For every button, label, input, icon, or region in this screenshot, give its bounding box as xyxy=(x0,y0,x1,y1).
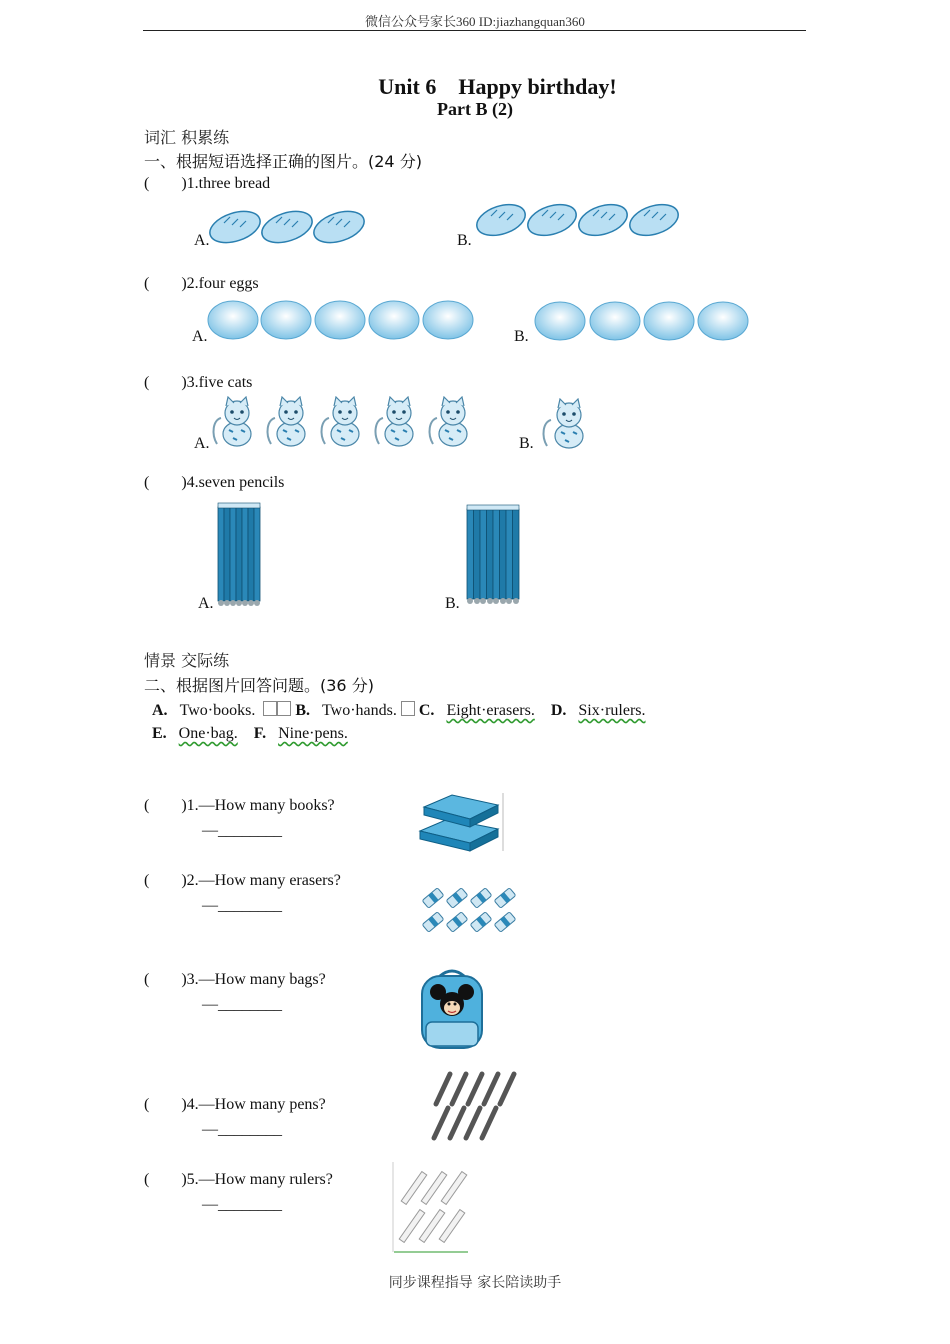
choice-d-letter: D. xyxy=(550,702,567,719)
s1-q3-option-a[interactable]: A. xyxy=(194,435,210,452)
s1-q1-option-b[interactable]: B. xyxy=(457,232,472,249)
bag-icon xyxy=(412,966,492,1052)
s2-question-5: ( )5.—How many rulers? xyxy=(144,1171,333,1188)
cat-icon xyxy=(209,396,489,448)
page-header: 微信公众号家长360 ID:jiazhangquan360 xyxy=(365,14,585,29)
choice-b-letter: B. xyxy=(295,702,310,719)
s1-q2-option-a[interactable]: A. xyxy=(192,328,208,345)
s1-question-4: ( )4.seven pencils xyxy=(144,474,285,491)
choice-f-letter: F. xyxy=(253,725,267,742)
s1-q4-option-a[interactable]: A. xyxy=(198,595,214,612)
s2-answer-blank-3[interactable]: —________ xyxy=(202,996,282,1013)
choice-e-text: One·bag. xyxy=(178,725,238,742)
s2-question-2: ( )2.—How many erasers? xyxy=(144,872,341,889)
s2-answer-blank-2[interactable]: —________ xyxy=(202,897,282,914)
pencil-icon xyxy=(465,503,523,607)
s1-question-1: ( )1.three bread xyxy=(144,175,271,192)
page-footer: 同步课程指导 家长陪读助手 xyxy=(388,1275,562,1291)
s2-question-4: ( )4.—How many pens? xyxy=(144,1096,326,1113)
s1-q2-option-b[interactable]: B. xyxy=(514,328,529,345)
s2-answer-blank-1[interactable]: —________ xyxy=(202,822,282,839)
page-subtitle: Part B (2) xyxy=(437,99,513,119)
bread-icon xyxy=(475,196,687,244)
choice-c-text: Eight·erasers. xyxy=(446,702,535,719)
section2-tag: 情景 交际练 xyxy=(144,651,230,670)
egg-icon xyxy=(207,297,481,343)
choice-b-text: Two·hands. xyxy=(322,702,397,719)
s2-question-1: ( )1.—How many books? xyxy=(144,797,335,814)
choice-a-text: Two·books. xyxy=(179,702,256,719)
page-title: Unit 6 Happy birthday! xyxy=(378,74,617,99)
pencil-icon xyxy=(216,501,266,609)
header-divider xyxy=(143,30,806,31)
erasers-icon xyxy=(419,884,523,936)
rulers-icon xyxy=(392,1160,472,1254)
section1-heading: 一、根据短语选择正确的图片。(24 分) xyxy=(144,152,422,171)
s1-question-3: ( )3.five cats xyxy=(144,374,253,391)
choice-e-letter: E. xyxy=(152,725,167,742)
s1-question-2: ( )2.four eggs xyxy=(144,275,259,292)
s2-question-3: ( )3.—How many bags? xyxy=(144,971,326,988)
answer-choices-row-1 xyxy=(152,701,646,720)
answer-choices-row-2 xyxy=(152,725,348,743)
s1-q4-option-b[interactable]: B. xyxy=(445,595,460,612)
section1-tag: 词汇 积累练 xyxy=(144,128,230,147)
s1-q1-option-a[interactable]: A. xyxy=(194,232,210,249)
books-icon xyxy=(418,791,506,853)
s1-q3-option-b[interactable]: B. xyxy=(519,435,534,452)
section2-heading: 二、根据图片回答问题。(36 分) xyxy=(144,676,374,695)
pens-icon xyxy=(428,1068,524,1144)
egg-icon xyxy=(533,299,753,343)
choice-a-letter: A. xyxy=(152,702,168,719)
choice-d-text: Six·rulers. xyxy=(578,702,646,719)
choice-c-letter: C. xyxy=(418,702,435,719)
bread-icon xyxy=(208,203,366,247)
cat-icon xyxy=(539,398,599,450)
s2-answer-blank-5[interactable]: —________ xyxy=(202,1196,282,1213)
s2-answer-blank-4[interactable]: —________ xyxy=(202,1121,282,1138)
choice-f-text: Nine·pens. xyxy=(278,725,348,742)
